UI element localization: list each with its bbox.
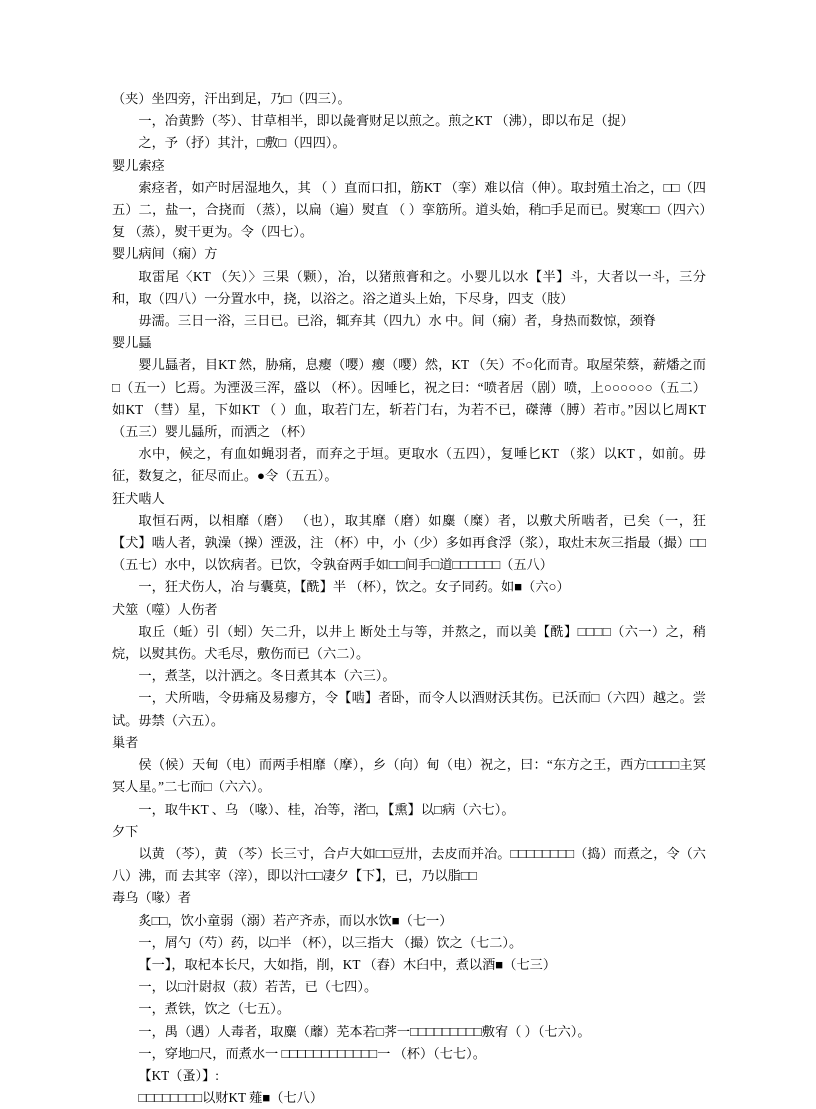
section-heading: 婴儿病间（痫）方 [112, 246, 218, 262]
text-paragraph: 一，犬所啮，令毋痛及易瘳方，令【啮】者卧，而令人以酒财沃其伤。已沃而□（六四）越之。尝试。毋禁（六五）。 [112, 690, 706, 728]
text-paragraph: 一，禺（遇）人毒者，取麋（蘼）芜本若□荠一□□□□□□□□□敷宥（ ）（七六）。 [138, 1023, 591, 1039]
text-paragraph: 一，狂犬伤人，冶 与囊莫，【酰】半 （杯），饮之。女子同药。如■（六○） [138, 579, 570, 595]
section-heading: 犬筮（噬）人伤者 [112, 601, 218, 617]
text-paragraph: 一，煮铁，饮之（七五）。 [138, 1001, 291, 1017]
text-paragraph: 取恒石两，以相靡（磨） （也），取其靡（磨）如麋（糜）者，以敷犬所啮者，已矣（一，狂【犬】啮人者，孰澡（操）湮汲，注 （杯）中，小（少）多如再食浮（浆），取灶末灰三指最（撮）□□（五七）水中，以饮病者。已饮，令孰奋两手如□□间手□道□□□□□□（五八） [112, 512, 706, 573]
section-heading: 婴儿索痉 [112, 157, 165, 173]
section-heading: 毒乌（喙）者 [112, 890, 192, 906]
text-paragraph: 索痉者，如产时居湿地久，其 （ ）直而口扣，筋KT （挛）难以信（伸）。取封殖土冶之，□□（四五）二，盐一，合挠而 （蒸），以扁（遍）熨直 （ ）挛筋所。道头始，稍□手足而已。熨寒□□（四六）复 （蒸），熨干更为。令（四七）。 [112, 179, 706, 240]
text-paragraph: 一，冶黄黔（芩）、甘草相半，即以彘膏财足以煎之。煎之KT （沸），即以布足（捉） [138, 113, 634, 129]
text-paragraph: 一，煮茎，以汁洒之。冬日煮其本（六三）。 [138, 668, 396, 684]
text-paragraph: 【KT（蚤）】: [138, 1067, 219, 1083]
text-paragraph: □□□□□□□□以财KT 薤■（七八） [138, 1090, 324, 1106]
text-paragraph: 一，取牛KT 、乌 （喙）、桂，冶等，渚□，【熏】以□病（六七）。 [138, 801, 515, 817]
section-heading: 狂犬啮人 [112, 490, 165, 506]
text-paragraph: 侯（候）天甸（电）而两手相靡（摩），乡（向）甸（电）祝之，曰：“东方之王，西方□□□□主冥冥人星。”二七而□（六六）。 [112, 757, 706, 795]
text-paragraph: 毋濡。三日一浴，三日已。已浴，辄弃其（四九）水 中。间（痫）者，身热而数惊，颈脊 [138, 313, 656, 329]
text-paragraph: 水中，候之，有血如蝇羽者，而弃之于垣。更取水（五四），复唾匕KT （浆）以KT ，如前。毋征，数复之，征尽而止。●令（五五）。 [112, 446, 706, 484]
text-paragraph: 【一】，取杞本长尺，大如指，削，KT （舂）木臼中，煮以酒■（七三） [138, 956, 557, 972]
section-heading: 夕下 [112, 823, 139, 839]
text-paragraph: 之，予（抒）其汁，□敷□（四四）。 [138, 135, 346, 151]
text-paragraph: 一，以□汁㷉叔（菽）若苦，已（七四）。 [138, 979, 378, 995]
text-paragraph: 取雷尾〈KT （矢）〉三果（颗），冶，以猪煎膏和之。小婴儿以水【半】斗，大者以一斗，三分和，取（四八）一分置水中，挠，以浴之。浴之道头上始，下尽身，四支（肢） [112, 268, 706, 306]
text-paragraph: 以黄 （芩），黄 （芩）长三寸，合卢大如□□豆卅，去皮而并冶。□□□□□□□□（捣）而煮之，令（六八）沸，而 去其宰（滓），即以汁□□凄夕【下】，已，乃以脂□□ [112, 845, 706, 884]
text-paragraph: （夹）坐四旁，汗出到足，乃□（四三）。 [112, 91, 351, 106]
section-heading: 巢者 [112, 734, 139, 750]
document-text-body [112, 88, 710, 1109]
text-paragraph: 一，穿地□尺，而煮水一 □□□□□□□□□□□□一 （杯）（七七）。 [138, 1045, 486, 1061]
text-paragraph: 炙□□，饮小童弱（溺）若产齐赤，而以水饮■（七一） [138, 912, 453, 928]
text-paragraph: 取丘（蚯）引（蚓）矢二升，以井上 断处土与等，并熬之，而以美【酰】□□□□（六一）之，稍烷，以熨其伤。犬毛尽，敷伤而已（六二）。 [112, 623, 706, 662]
text-paragraph: 一，屑勺（芍）药，以□半 （杯），以三指大 （撮）饮之（七二）。 [138, 934, 523, 950]
text-paragraph: 婴儿螶者，目KT 然，胁痛，息瘿（嘤）瘿（嘤）然，KT （矢）不○化而青。取屋荣蔡，薪燔之而□（五一）匕焉。为湮汲三浑，盛以 （杯）。因唾匕，祝之曰：“喷者居（剧）喷，上○○○○○○（五二）如KT （彗）星，下如KT （ ）血，取若门左，斩若门右，为若不已，磔薄（膊）若市。”因以匕周KT （五三）婴儿螶所，而洒之 （杯） [112, 357, 710, 440]
section-heading: 婴儿螶 [112, 335, 152, 351]
